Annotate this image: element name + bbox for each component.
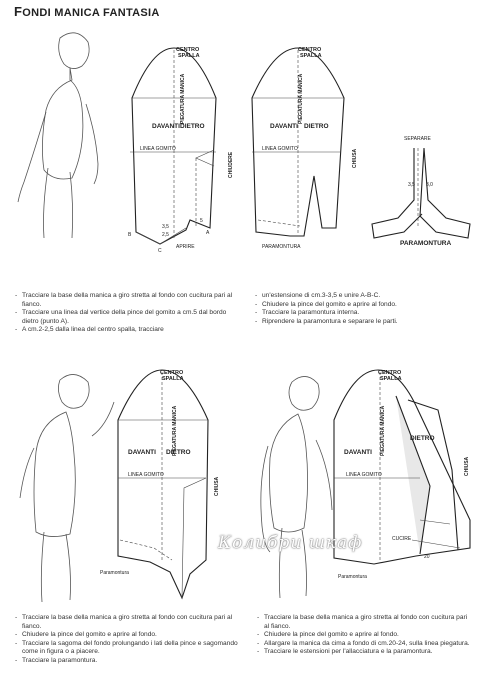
list-item: - Tracciare la base della manica a giro stretta al fondo con cucitura pari al fianco. — [14, 292, 236, 309]
fashion-figure-3 — [261, 376, 332, 598]
piegatura-label-1: PIEGATURA MANICA — [180, 73, 186, 124]
list-item: - un'estensione di cm.3-3,5 e unire A-B-C. — [254, 292, 472, 301]
linea-gomito-label-4: LINEA GOMITO — [346, 472, 382, 478]
linea-gomito-label-3: LINEA GOMITO — [128, 472, 164, 478]
watermark: Колибри шкаф — [218, 533, 363, 553]
centro-spalla-label-4a: CENTRO — [378, 370, 402, 376]
text-block-top-left — [14, 292, 236, 335]
list-item: - A cm.2-2,5 dalla linea del centro spalla, tracciare — [14, 326, 236, 335]
chiusa-label-3: CHIUSA — [464, 456, 470, 476]
centro-spalla-label-2a: CENTRO — [298, 47, 322, 53]
davanti-label-3: DAVANTI — [128, 449, 156, 456]
dietro-label-1: DIETRO — [180, 123, 205, 130]
list-item: - Riprendere la paramontura e separare le parti. — [254, 318, 472, 327]
aprire-label: APRIRE — [176, 244, 195, 250]
point-c: C — [158, 248, 162, 254]
list-item: - Tracciare la base della manica a giro stretta al fondo con cucitura pari al fianco. — [256, 614, 474, 631]
text-block-bottom-right — [256, 614, 474, 657]
piegatura-label-3: PIEGATURA MANICA — [172, 405, 178, 456]
centro-spalla-label-3a: CENTRO — [160, 370, 184, 376]
list-item: - Tracciare le estensioni per l'allacciatura e la paramontura. — [256, 648, 474, 657]
piegatura-label-4: PIEGATURA MANICA — [380, 405, 386, 456]
linea-gomito-label-1: LINEA GOMITO — [140, 146, 176, 152]
dietro-label-4: DIETRO — [410, 435, 435, 442]
measure-3-0: 3,0 — [426, 182, 433, 188]
piegatura-label-2: PIEGATURA MANICA — [298, 73, 304, 124]
centro-spalla-label-1a: CENTRO — [176, 47, 200, 53]
point-a: A — [206, 230, 210, 236]
measure-20: 20 — [424, 554, 430, 560]
list-item: - Tracciare la paramontura interna. — [254, 309, 472, 318]
measure-3-5-b: 3,5 — [162, 224, 169, 230]
text-block-bottom-left — [14, 614, 246, 666]
centro-spalla-label-2b: SPALLA — [300, 53, 322, 59]
separare-label: SEPARARE — [404, 136, 431, 142]
page-title: FONDI MANICA FANTASIA — [14, 4, 160, 19]
list-item: - Tracciare una linea dal vertice della pince del gomito a cm.5 dal bordo dietro (punto A). — [14, 309, 236, 326]
paramontura-label-1: PARAMONTURA — [262, 244, 301, 250]
chiudere-label: CHIUDERE — [228, 151, 234, 178]
list-item: - Chiudere la pince del gomito e aprire al fondo. — [254, 301, 472, 310]
fashion-figure-2 — [20, 374, 114, 602]
paramontura-label-3: Paramontura — [338, 574, 367, 580]
text-block-top-right — [254, 292, 472, 326]
sleeve-diagram-3 — [118, 370, 208, 598]
centro-spalla-label-1b: SPALLA — [178, 53, 200, 59]
list-item: - Tracciare la sagoma del fondo prolungando i lati della pince e sagomando come in figura o a piacere. — [14, 640, 246, 657]
list-item: - Tracciare la base della manica a giro stretta al fondo con cucitura pari al fianco. — [14, 614, 246, 631]
davanti-label-2: DAVANTI — [270, 123, 298, 130]
centro-spalla-label-4b: SPALLA — [380, 376, 402, 382]
dietro-label-2: DIETRO — [304, 123, 329, 130]
dietro-label-3: DIETRO — [166, 449, 191, 456]
chiusa-label-2: CHIUSA — [214, 476, 220, 496]
paramontura-label-2: Paramontura — [100, 570, 129, 576]
davanti-label-4: DAVANTI — [344, 449, 372, 456]
facing-diagram — [372, 148, 470, 238]
fashion-figure-1 — [18, 33, 98, 238]
centro-spalla-label-3b: SPALLA — [162, 376, 184, 382]
list-item: - Chiudere la pince del gomito e aprire al fondo. — [14, 631, 246, 640]
list-item: - Chiudere la pince del gomito e aprire al fondo. — [256, 631, 474, 640]
point-b: B — [128, 232, 132, 238]
list-item: - Tracciare la paramontura. — [14, 657, 246, 666]
measure-2-5: 2,5 — [162, 232, 169, 238]
list-item: - Allargare la manica da cima a fondo di cm.20-24, sulla linea piegatura. — [256, 640, 474, 649]
cucire-label: CUCIRE — [392, 536, 412, 542]
chiusa-label-1: CHIUSA — [352, 148, 358, 168]
paramontura-caps-label: PARAMONTURA — [400, 240, 452, 247]
davanti-label-1: DAVANTI — [152, 123, 180, 130]
measure-3-5: 3,5 — [408, 182, 415, 188]
linea-gomito-label-2: LINEA GOMITO — [262, 146, 298, 152]
measure-5: 5 — [200, 218, 203, 224]
